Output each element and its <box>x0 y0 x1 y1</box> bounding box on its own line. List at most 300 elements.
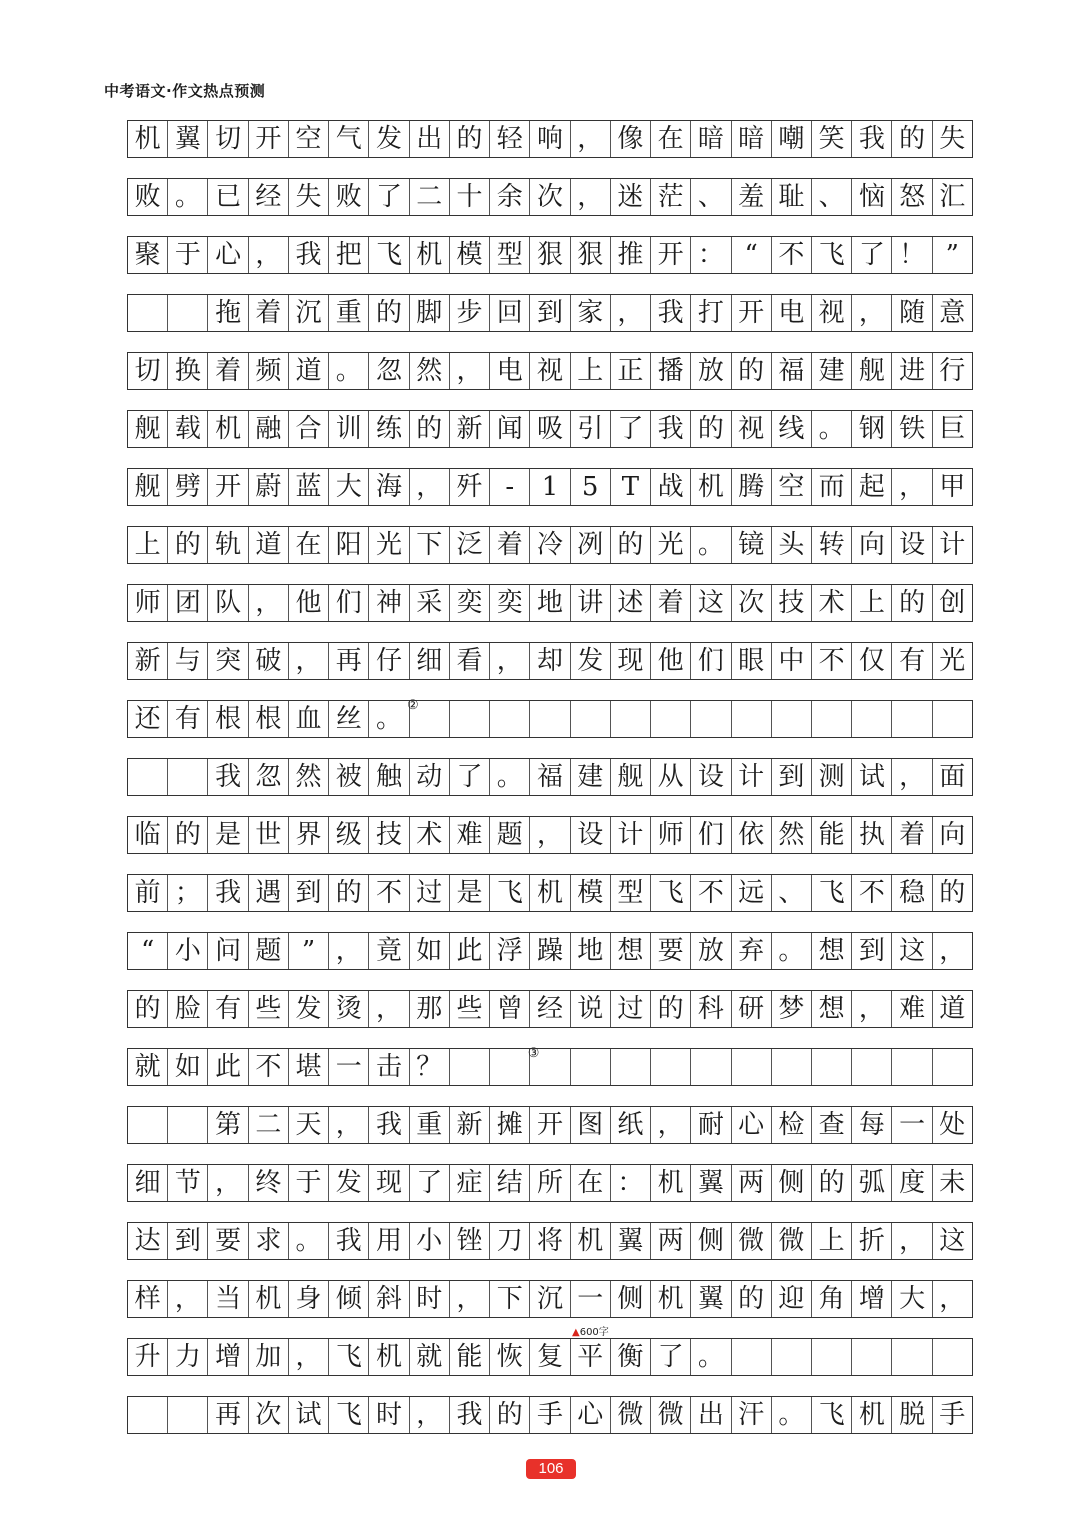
grid-cell <box>611 701 651 737</box>
grid-cell: 合 <box>289 411 329 447</box>
grid-cell: 根 <box>208 701 248 737</box>
grid-cell: 失 <box>289 179 329 215</box>
grid-cell: 烫 <box>329 991 369 1027</box>
grid-cell: 空 <box>289 121 329 157</box>
grid-cell: 的 <box>691 411 731 447</box>
grid-cell <box>490 1046 540 1085</box>
grid-cell: 的 <box>732 1281 772 1317</box>
grid-cell: 笑 <box>812 121 852 157</box>
grid-cell: 到 <box>289 875 329 911</box>
grid-cell <box>852 1339 892 1375</box>
grid-cell: 增 <box>852 1281 892 1317</box>
grid-cell: 耐 <box>691 1107 731 1143</box>
grid-cell: 采 <box>410 585 450 621</box>
grid-cell: 试 <box>289 1397 329 1433</box>
grid-cell: 如 <box>410 933 450 969</box>
grid-row <box>127 642 973 680</box>
grid-cell: 经 <box>530 991 570 1027</box>
grid-cell: 未 <box>933 1165 973 1201</box>
grid-cell: 到 <box>772 759 812 795</box>
grid-cell: 重 <box>410 1107 450 1143</box>
grid-cell <box>892 701 932 737</box>
grid-cell: 着 <box>249 295 289 331</box>
grid-cell: 甲 <box>933 469 973 505</box>
grid-cell: 。 ② <box>369 701 409 737</box>
grid-cell: 舰 <box>852 353 892 389</box>
grid-cell <box>168 759 208 795</box>
grid-cell: 仅 <box>852 643 892 679</box>
grid-cell: 节 <box>168 1165 208 1201</box>
grid-cell: 些 <box>450 991 490 1027</box>
grid-cell: 模 <box>450 237 490 273</box>
grid-cell: 脸 <box>168 991 208 1027</box>
grid-cell: 然 <box>289 759 329 795</box>
grid-cell: ： <box>611 1165 651 1201</box>
grid-cell: ， <box>208 1165 248 1201</box>
grid-cell <box>892 1049 932 1085</box>
grid-cell: 一 <box>571 1281 611 1317</box>
grid-cell: 再 <box>208 1397 248 1433</box>
grid-cell: 练 <box>369 411 409 447</box>
grid-cell: ， <box>450 1281 490 1317</box>
grid-cell: 败 <box>128 179 168 215</box>
grid-cell: 就 <box>128 1049 168 1085</box>
grid-cell: 当 <box>208 1281 248 1317</box>
grid-cell: ” <box>289 933 329 969</box>
grid-cell: 刀 <box>490 1223 530 1259</box>
grid-cell: 巨 <box>933 411 973 447</box>
grid-cell: 下 <box>490 1281 530 1317</box>
grid-cell: 我 <box>329 1223 369 1259</box>
grid-cell: 播 <box>651 353 691 389</box>
grid-cell: 微 <box>772 1223 812 1259</box>
grid-cell: 达 <box>128 1223 168 1259</box>
grid-cell: 用 <box>369 1223 409 1259</box>
grid-cell <box>732 1339 772 1375</box>
grid-cell: 经 <box>249 179 289 215</box>
grid-cell: ， <box>369 991 409 1027</box>
grid-row <box>127 932 973 970</box>
grid-cell: 然 <box>410 353 450 389</box>
grid-row <box>127 816 973 854</box>
grid-cell: 依 <box>732 817 772 853</box>
grid-cell: ， <box>490 643 530 679</box>
grid-cell: 视 <box>732 411 772 447</box>
grid-cell <box>168 1107 208 1143</box>
grid-cell: 开 <box>208 469 248 505</box>
grid-cell: 电 <box>772 295 812 331</box>
grid-cell: 细 <box>128 1165 168 1201</box>
grid-cell: 回 <box>490 295 530 331</box>
grid-cell: 恢 <box>490 1339 530 1375</box>
grid-cell: 这 <box>691 585 731 621</box>
grid-cell: 折 <box>852 1223 892 1259</box>
grid-cell: 的 <box>410 411 450 447</box>
grid-cell: 、 <box>812 179 852 215</box>
grid-cell: ， <box>329 933 369 969</box>
grid-cell: 。 <box>812 411 852 447</box>
grid-cell: 倾 <box>329 1281 369 1317</box>
grid-cell: 被 <box>329 759 369 795</box>
grid-cell: 能 <box>450 1339 490 1375</box>
header-title: 中考语文·作文热点预测 <box>104 82 266 100</box>
grid-cell: T <box>611 469 651 505</box>
page-number: 106 <box>526 1459 576 1479</box>
grid-cell: 的 <box>812 1165 852 1201</box>
grid-cell: 看 <box>450 643 490 679</box>
grid-cell: 计 <box>933 527 973 563</box>
grid-cell: 心 <box>571 1397 611 1433</box>
grid-cell: 我 <box>450 1397 490 1433</box>
grid-cell: ； <box>168 875 208 911</box>
grid-cell: 不 <box>812 643 852 679</box>
grid-row <box>127 294 973 332</box>
grid-cell: 求 <box>249 1223 289 1259</box>
grid-cell <box>933 1049 973 1085</box>
grid-cell: 闻 <box>490 411 530 447</box>
grid-cell: ， <box>530 817 570 853</box>
grid-cell: 进 <box>892 353 932 389</box>
grid-cell: 上 <box>812 1223 852 1259</box>
grid-cell: 心 <box>732 1107 772 1143</box>
grid-cell: 意 <box>933 295 973 331</box>
grid-cell: 的 <box>732 353 772 389</box>
grid-cell: 着 <box>892 817 932 853</box>
grid-cell: ， <box>571 121 611 157</box>
grid-cell <box>691 1049 731 1085</box>
grid-cell: ， <box>249 237 289 273</box>
grid-cell: 检 <box>772 1107 812 1143</box>
grid-cell: 有 <box>892 643 932 679</box>
grid-cell: 次 <box>732 585 772 621</box>
grid-row <box>127 178 973 216</box>
grid-cell: 着 <box>208 353 248 389</box>
grid-cell: 。 <box>289 1223 329 1259</box>
grid-cell: 将 <box>530 1223 570 1259</box>
grid-cell: 我 <box>651 295 691 331</box>
grid-cell: 界 <box>289 817 329 853</box>
grid-cell: 图 <box>571 1107 611 1143</box>
grid-cell: 发 <box>369 121 409 157</box>
footnote-marker: ② <box>406 698 419 713</box>
grid-cell: ， <box>410 1397 450 1433</box>
grid-cell: 着 <box>651 585 691 621</box>
grid-cell: 的 <box>651 991 691 1027</box>
grid-cell <box>651 701 691 737</box>
grid-cell <box>490 701 530 737</box>
grid-cell: 。 <box>772 1397 812 1433</box>
grid-cell: 次 <box>249 1397 289 1433</box>
grid-cell: ， <box>892 1223 932 1259</box>
grid-cell <box>410 701 450 737</box>
grid-cell: ， <box>571 179 611 215</box>
grid-cell: 说 <box>571 991 611 1027</box>
grid-cell: 舰 <box>128 411 168 447</box>
grid-cell: 上 <box>852 585 892 621</box>
grid-cell: 血 <box>289 701 329 737</box>
grid-cell: 打 <box>691 295 731 331</box>
grid-cell: 新 <box>450 1107 490 1143</box>
grid-cell: 大 <box>329 469 369 505</box>
grid-cell: 轻 <box>490 121 530 157</box>
grid-cell: 飞 <box>329 1339 369 1375</box>
grid-cell: 福 <box>530 759 570 795</box>
grid-cell: 术 <box>812 585 852 621</box>
grid-cell: 的 <box>611 527 651 563</box>
grid-cell: 沉 <box>289 295 329 331</box>
grid-cell: 还 <box>128 701 168 737</box>
grid-cell: 线 <box>772 411 812 447</box>
grid-cell: 那 <box>410 991 450 1027</box>
grid-cell: 发 <box>571 643 611 679</box>
grid-row <box>127 1280 973 1318</box>
grid-cell: 队 <box>208 585 248 621</box>
grid-cell <box>571 1049 611 1085</box>
grid-cell: 一 <box>892 1107 932 1143</box>
grid-cell: 光 <box>369 527 409 563</box>
grid-cell: 要 <box>651 933 691 969</box>
grid-cell: 微 <box>732 1223 772 1259</box>
grid-cell: 团 <box>168 585 208 621</box>
grid-cell: 师 <box>128 585 168 621</box>
grid-cell: 我 <box>852 121 892 157</box>
grid-cell: 道 <box>933 991 973 1027</box>
grid-cell: 脱 <box>892 1397 932 1433</box>
grid-cell: 机 <box>651 1165 691 1201</box>
grid-cell: 能 <box>812 817 852 853</box>
grid-cell: 动 <box>410 759 450 795</box>
grid-row <box>127 1222 973 1260</box>
grid-cell: 光 <box>933 643 973 679</box>
grid-cell: 计 <box>611 817 651 853</box>
grid-cell: 锉 <box>450 1223 490 1259</box>
grid-cell: 然 <box>772 817 812 853</box>
grid-cell: 科 <box>691 991 731 1027</box>
grid-cell: 身 <box>289 1281 329 1317</box>
grid-cell: 迷 <box>611 179 651 215</box>
grid-cell: 、 <box>772 875 812 911</box>
grid-cell: 转 <box>812 527 852 563</box>
grid-cell: 就 <box>410 1339 450 1375</box>
grid-cell: 击 <box>369 1049 409 1085</box>
grid-cell <box>732 1049 772 1085</box>
grid-cell: 执 <box>852 817 892 853</box>
grid-cell: 暗 <box>732 121 772 157</box>
grid-cell: 样 <box>128 1281 168 1317</box>
grid-cell: 开 <box>732 295 772 331</box>
grid-cell: 有 <box>208 991 248 1027</box>
grid-cell: 斜 <box>369 1281 409 1317</box>
grid-cell: 小 <box>410 1223 450 1259</box>
grid-cell: 了 <box>450 759 490 795</box>
grid-cell: 耻 <box>772 179 812 215</box>
grid-cell: ， <box>933 1281 973 1317</box>
grid-cell <box>450 1049 490 1085</box>
grid-cell: 手 <box>530 1397 570 1433</box>
grid-cell: 第 <box>208 1107 248 1143</box>
grid-cell: 翼 <box>691 1281 731 1317</box>
grid-cell: 试 <box>852 759 892 795</box>
grid-cell: 这 <box>933 1223 973 1259</box>
grid-cell: 光 <box>651 527 691 563</box>
grid-cell: 机 <box>208 411 248 447</box>
grid-cell: 泛 <box>450 527 490 563</box>
grid-cell: 羞 <box>732 179 772 215</box>
grid-cell <box>772 701 812 737</box>
grid-cell: 过 <box>410 875 450 911</box>
grid-cell: 每 <box>852 1107 892 1143</box>
grid-cell: 的 <box>128 991 168 1027</box>
grid-cell: 舰 <box>611 759 651 795</box>
grid-cell: 发 <box>289 991 329 1027</box>
grid-cell: 嘲 <box>772 121 812 157</box>
grid-cell: 机 <box>410 237 450 273</box>
grid-row <box>127 120 973 158</box>
grid-cell <box>732 701 772 737</box>
grid-cell: 讲 <box>571 585 611 621</box>
grid-cell: 翼 <box>168 121 208 157</box>
grid-cell: - <box>490 469 530 505</box>
grid-cell: 飞 <box>651 875 691 911</box>
grid-cell: ” <box>933 237 973 273</box>
grid-cell: 飞 <box>490 875 530 911</box>
grid-cell: 钢 <box>852 411 892 447</box>
grid-cell: 稳 <box>892 875 932 911</box>
grid-cell: 这 <box>892 933 932 969</box>
grid-cell: 的 <box>369 295 409 331</box>
grid-cell: 、 <box>691 179 731 215</box>
grid-cell: 频 <box>249 353 289 389</box>
grid-cell: 些 <box>249 991 289 1027</box>
grid-cell: 计 <box>732 759 772 795</box>
grid-cell: 拖 <box>208 295 248 331</box>
grid-cell: 设 <box>571 817 611 853</box>
grid-cell: 。 <box>691 527 731 563</box>
grid-cell: 失 <box>933 121 973 157</box>
grid-cell: 在 <box>651 121 691 157</box>
grid-cell: 们 <box>691 817 731 853</box>
grid-cell: 融 <box>249 411 289 447</box>
grid-cell: 与 <box>168 643 208 679</box>
grid-cell: ， <box>892 759 932 795</box>
grid-row <box>127 584 973 622</box>
grid-cell <box>128 1107 168 1143</box>
grid-cell: 飞 <box>812 1397 852 1433</box>
grid-cell: 飞 <box>812 237 852 273</box>
grid-cell: ， <box>289 1339 329 1375</box>
grid-cell <box>527 1046 570 1085</box>
grid-cell: 型 <box>611 875 651 911</box>
grid-cell: 两 <box>732 1165 772 1201</box>
grid-cell: 推 <box>611 237 651 273</box>
grid-cell: 此 <box>450 933 490 969</box>
grid-cell: 测 <box>812 759 852 795</box>
grid-cell: 开 <box>651 237 691 273</box>
grid-cell: 终 <box>249 1165 289 1201</box>
grid-cell: 丝 <box>329 701 369 737</box>
grid-cell: 的 <box>490 1397 530 1433</box>
grid-cell: 是 <box>208 817 248 853</box>
grid-cell: 冽 <box>571 527 611 563</box>
grid-row <box>127 1048 973 1086</box>
grid-cell: ， <box>168 1281 208 1317</box>
grid-cell: 正 <box>611 353 651 389</box>
grid-cell: 机 <box>852 1397 892 1433</box>
grid-cell: 我 <box>208 875 248 911</box>
grid-row <box>127 990 973 1028</box>
grid-cell <box>691 701 731 737</box>
grid-cell: 了 <box>651 1339 691 1375</box>
grid-cell: 于 <box>289 1165 329 1201</box>
grid-cell: 飞 <box>329 1397 369 1433</box>
grid-cell: 建 <box>812 353 852 389</box>
grid-cell: 现 <box>369 1165 409 1201</box>
grid-cell: 增 <box>208 1339 248 1375</box>
grid-row <box>127 874 973 912</box>
grid-cell: 机 <box>128 121 168 157</box>
grid-cell <box>128 295 168 331</box>
grid-cell: ， <box>410 469 450 505</box>
grid-cell: 中 <box>772 643 812 679</box>
grid-cell: 上 <box>128 527 168 563</box>
grid-cell: 题 <box>249 933 289 969</box>
grid-cell: 翼 <box>691 1165 731 1201</box>
grid-cell: 了 <box>611 411 651 447</box>
grid-cell: 。 <box>490 759 530 795</box>
grid-cell: 平 <box>571 1339 611 1375</box>
grid-cell: 技 <box>369 817 409 853</box>
grid-cell: 技 <box>772 585 812 621</box>
grid-cell: 已 <box>208 179 248 215</box>
grid-cell: 新 <box>450 411 490 447</box>
grid-cell: 出 <box>691 1397 731 1433</box>
grid-cell: 型 <box>490 237 530 273</box>
grid-cell: 恼 <box>852 179 892 215</box>
grid-cell <box>168 1397 208 1433</box>
grid-cell: 世 <box>249 817 289 853</box>
grid-cell: 摊 <box>490 1107 530 1143</box>
grid-cell: 。 <box>168 179 208 215</box>
grid-cell: 从 <box>651 759 691 795</box>
grid-cell: ， <box>249 585 289 621</box>
grid-cell: 的 <box>450 121 490 157</box>
grid-cell: 出 <box>410 121 450 157</box>
grid-cell: 轨 <box>208 527 248 563</box>
grid-cell: 机 <box>691 469 731 505</box>
grid-cell: 汇 <box>933 179 973 215</box>
grid-cell: 而 <box>812 469 852 505</box>
grid-cell <box>168 295 208 331</box>
grid-cell: 机 <box>530 875 570 911</box>
grid-cell: 放 <box>691 353 731 389</box>
grid-cell: 要 <box>208 1223 248 1259</box>
grid-cell: 机 <box>369 1339 409 1375</box>
grid-cell: 狠 <box>571 237 611 273</box>
grid-cell: 的 <box>933 875 973 911</box>
grid-cell <box>530 701 570 737</box>
grid-cell <box>852 1049 892 1085</box>
grid-cell: 难 <box>450 817 490 853</box>
grid-row <box>127 1338 973 1376</box>
grid-cell <box>852 701 892 737</box>
grid-row <box>127 526 973 564</box>
grid-cell: 聚 <box>128 237 168 273</box>
grid-cell: 力 <box>168 1339 208 1375</box>
grid-cell: 了 <box>410 1165 450 1201</box>
grid-cell: 的 <box>168 817 208 853</box>
grid-cell: 切 <box>208 121 248 157</box>
grid-cell: 手 <box>933 1397 973 1433</box>
